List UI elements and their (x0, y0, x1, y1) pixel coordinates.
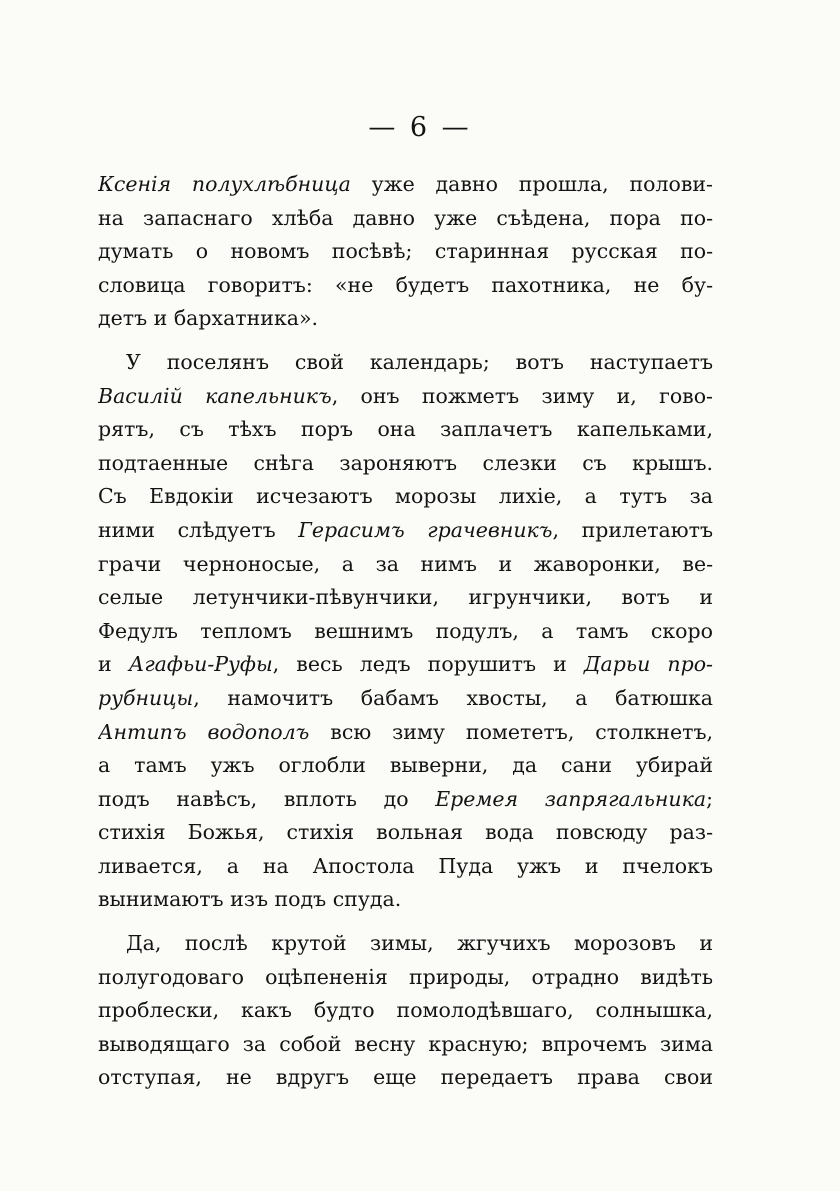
text-run: , весь ледъ порушитъ и (272, 652, 584, 677)
text-run: думать о новомъ посѣвѣ; старинная русская по- (98, 239, 713, 264)
text-line (98, 581, 713, 615)
italic-name: рубницы (98, 685, 194, 710)
text-run: грачи черноносые, а за нимъ и жаворонки, ве- (98, 551, 713, 576)
text-run: , прилетаютъ (552, 517, 713, 542)
text-line (98, 346, 713, 380)
text-run: всю зиму помететъ, столкнетъ, (309, 719, 713, 744)
text-line (98, 168, 713, 202)
text-run: У поселянъ свой календарь; вотъ наступаетъ (126, 349, 713, 374)
text-line (98, 749, 713, 783)
text-line (98, 302, 713, 336)
text-line (98, 447, 713, 481)
text-run: стихія Божья, стихія вольная вода повсюду раз- (98, 820, 713, 845)
text-run: Съ Евдокіи исчезаютъ морозы лихіе, а тутъ за (98, 484, 713, 509)
paragraph (98, 346, 713, 917)
italic-name: Дарьи про- (583, 652, 713, 677)
text-run: детъ и бархатника». (98, 306, 319, 331)
text-line (98, 380, 713, 414)
text-run: рятъ, съ тѣхъ поръ она заплачетъ капельками, (98, 417, 713, 442)
text-run: а тамъ ужъ оглобли выверни, да сани убирай (98, 753, 713, 778)
paragraph (98, 168, 713, 336)
text-line (98, 202, 713, 236)
italic-name: Еремея запрягальника (435, 786, 707, 811)
paragraph (98, 927, 713, 1095)
text-run: подтаенные снѣга зароняютъ слезки съ крышъ. (98, 450, 713, 475)
text-line (98, 1061, 713, 1095)
text-line (98, 994, 713, 1028)
text-line (98, 927, 713, 961)
text-line (98, 269, 713, 303)
paragraph-gap (98, 917, 713, 927)
text-run: вынимаютъ изъ подъ спуда. (98, 887, 402, 912)
italic-name: Антипъ водополъ (98, 719, 310, 744)
text-line (98, 514, 713, 548)
text-line (98, 883, 713, 917)
text-run: проблески, какъ будто помолодѣвшаго, солнышка, (98, 998, 713, 1023)
text-line (98, 816, 713, 850)
text-line (98, 615, 713, 649)
text-run: выводящаго за собой весну красную; впрочемъ зима (98, 1031, 713, 1056)
text-run: на запаснаго хлѣба давно уже съѣдена, пора по- (98, 205, 713, 230)
text-line (98, 413, 713, 447)
text-run: Да, послѣ крутой зимы, жгучихъ морозовъ и (126, 931, 713, 956)
paragraph-gap (98, 336, 713, 346)
page-number: — 6 — (368, 112, 472, 143)
text-run: , намочитъ бабамъ хвосты, а батюшка (193, 685, 713, 710)
italic-name: Герасимъ грачевникъ (298, 517, 553, 542)
text-run: ; (706, 786, 713, 811)
text-run: , онъ пожметъ зиму и, гово- (331, 383, 713, 408)
text-run: Федулъ тепломъ вешнимъ подулъ, а тамъ скоро (98, 618, 713, 643)
text-line (98, 716, 713, 750)
text-line (98, 235, 713, 269)
text-run: ними слѣдуетъ (98, 517, 299, 542)
text-run: ливается, а на Апостола Пуда ужъ и пчелокъ (98, 853, 713, 878)
text-run: подъ навѣсъ, вплоть до (98, 786, 436, 811)
text-line (98, 850, 713, 884)
italic-name: Ксенія полухлѣбница (98, 172, 351, 196)
text-run: селые летунчики-пѣвунчики, игрунчики, вотъ и (98, 585, 713, 610)
text-line (98, 682, 713, 716)
italic-name: Агафьи-Руфы (128, 652, 273, 677)
text-run: и (98, 652, 129, 677)
text-run: словица говоритъ: «не будетъ пахотника, не бу- (98, 272, 713, 297)
italic-name: Василій капельникъ (98, 383, 332, 408)
text-line (98, 648, 713, 682)
text-line (98, 783, 713, 817)
text-line (98, 548, 713, 582)
text-run: уже давно прошла, полови- (350, 172, 713, 196)
text-line (98, 480, 713, 514)
text-line (98, 1028, 713, 1062)
text-line (98, 961, 713, 995)
body-text (98, 168, 713, 1095)
text-run: отступая, не вдругъ еще передаетъ права свои (98, 1065, 713, 1090)
text-run: полугодоваго оцѣпененія природы, отрадно видѣть (98, 964, 713, 989)
